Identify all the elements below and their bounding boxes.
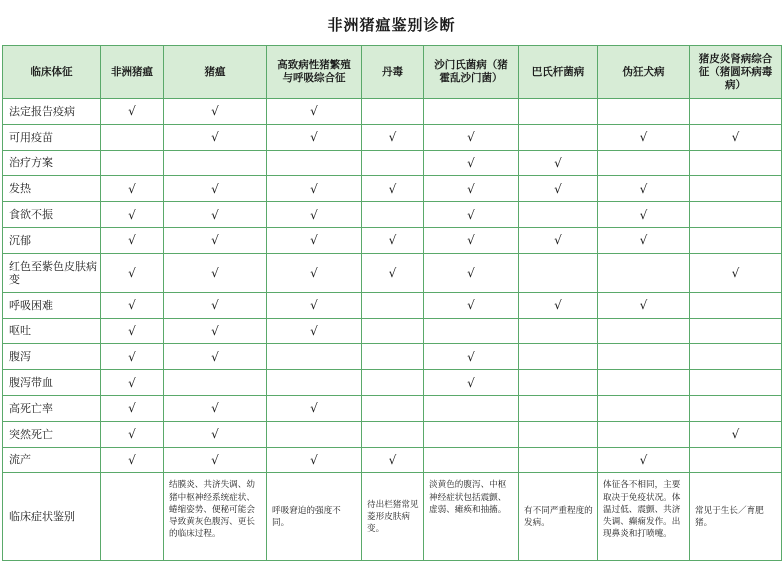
table-cell [519, 124, 598, 150]
clinical-description: 体征各不相同，主要取决于免疫状况。体温过低、震颤、共济失调、癫痫发作。出现鼻炎和打喷嚏。 [598, 473, 690, 561]
table-cell [424, 447, 519, 473]
check-mark-icon: √ [211, 401, 219, 416]
clinical-description: 呼吸窘迫的强度不同。 [267, 473, 362, 561]
column-header: 猪瘟 [164, 46, 267, 99]
check-mark-icon: √ [128, 207, 136, 222]
table-cell [598, 150, 690, 176]
table-cell [598, 344, 690, 370]
row-label: 呼吸困难 [3, 292, 101, 318]
table-row [3, 150, 782, 176]
table-cell [267, 395, 362, 421]
row-label: 可用疫苗 [3, 124, 101, 150]
table-cell [424, 253, 519, 292]
table-cell [267, 150, 362, 176]
table-cell [267, 344, 362, 370]
column-header: 巴氏杆菌病 [519, 46, 598, 99]
clinical-description: 有不同严重程度的发病。 [519, 473, 598, 561]
table-row [3, 292, 782, 318]
table-cell [362, 227, 424, 253]
table-row [3, 253, 782, 292]
table-cell [690, 292, 782, 318]
table-cell [101, 292, 164, 318]
table-cell [598, 395, 690, 421]
column-header: 临床体征 [3, 46, 101, 99]
table-cell [519, 292, 598, 318]
table-cell [519, 150, 598, 176]
check-mark-icon: √ [310, 401, 318, 416]
clinical-description: 常见于生长／育肥猪。 [690, 473, 782, 561]
check-mark-icon: √ [128, 323, 136, 338]
table-cell [690, 150, 782, 176]
check-mark-icon: √ [128, 349, 136, 364]
check-mark-icon: √ [310, 233, 318, 248]
table-cell [164, 370, 267, 396]
header-row [3, 46, 782, 99]
table-cell [267, 318, 362, 344]
table-cell [424, 227, 519, 253]
table-row [3, 447, 782, 473]
check-mark-icon: √ [639, 233, 648, 248]
table-cell [101, 202, 164, 228]
column-header: 丹毒 [362, 46, 424, 99]
table-cell [164, 124, 267, 150]
table-cell [101, 150, 164, 176]
table-cell [164, 447, 267, 473]
check-mark-icon: √ [467, 207, 475, 222]
table-cell [101, 253, 164, 292]
check-mark-icon: √ [467, 298, 475, 313]
table-cell [519, 202, 598, 228]
table-cell [690, 447, 782, 473]
table-row [3, 99, 782, 125]
table-cell [101, 395, 164, 421]
table-cell [690, 99, 782, 125]
table-cell [598, 447, 690, 473]
check-mark-icon: √ [211, 427, 219, 442]
check-mark-icon: √ [211, 452, 219, 467]
table-cell [267, 202, 362, 228]
check-mark-icon: √ [639, 181, 648, 196]
row-label: 治疗方案 [3, 150, 101, 176]
table-cell [519, 99, 598, 125]
check-mark-icon: √ [128, 298, 136, 313]
table-cell [164, 395, 267, 421]
check-mark-icon: √ [467, 265, 475, 280]
row-label: 高死亡率 [3, 395, 101, 421]
table-cell [362, 150, 424, 176]
check-mark-icon: √ [388, 130, 397, 145]
row-label: 呕吐 [3, 318, 101, 344]
column-header: 猪皮炎肾病综合征（猪圆环病毒病） [690, 46, 782, 99]
table-cell [598, 124, 690, 150]
clinical-description [101, 473, 164, 561]
row-label: 流产 [3, 447, 101, 473]
table-cell [598, 370, 690, 396]
check-mark-icon: √ [310, 181, 318, 196]
table-cell [267, 292, 362, 318]
check-mark-icon: √ [211, 323, 219, 338]
table-row [3, 370, 782, 396]
check-mark-icon: √ [211, 349, 219, 364]
table-row [3, 421, 782, 447]
clinical-description: 待出栏猪常见菱形皮肤病变。 [362, 473, 424, 561]
check-mark-icon: √ [731, 427, 740, 442]
table-cell [164, 99, 267, 125]
table-cell [598, 318, 690, 344]
table-cell [690, 370, 782, 396]
check-mark-icon: √ [639, 452, 648, 467]
table-cell [362, 447, 424, 473]
column-header: 伪狂犬病 [598, 46, 690, 99]
table-cell [362, 253, 424, 292]
check-mark-icon: √ [128, 401, 136, 416]
table-cell [267, 421, 362, 447]
table-cell [424, 370, 519, 396]
table-cell [598, 292, 690, 318]
check-mark-icon: √ [128, 233, 136, 248]
table-cell [424, 395, 519, 421]
table-cell [101, 124, 164, 150]
table-cell [690, 227, 782, 253]
table-cell [164, 318, 267, 344]
table-cell [101, 176, 164, 202]
row-label: 突然死亡 [3, 421, 101, 447]
row-label: 腹泻 [3, 344, 101, 370]
table-row [3, 124, 782, 150]
check-mark-icon: √ [211, 104, 219, 119]
table-cell [267, 447, 362, 473]
column-header: 沙门氏菌病（猪霍乱沙门菌） [424, 46, 519, 99]
table-cell [598, 253, 690, 292]
check-mark-icon: √ [128, 427, 136, 442]
check-mark-icon: √ [128, 375, 136, 390]
check-mark-icon: √ [388, 452, 397, 467]
check-mark-icon: √ [731, 265, 740, 280]
table-row [3, 344, 782, 370]
row-label: 临床症状鉴别 [3, 473, 101, 561]
table-cell [690, 395, 782, 421]
table-cell [164, 292, 267, 318]
table-cell [362, 124, 424, 150]
table-cell [267, 99, 362, 125]
table-cell [519, 421, 598, 447]
check-mark-icon: √ [467, 375, 475, 390]
check-mark-icon: √ [388, 181, 397, 196]
table-cell [362, 202, 424, 228]
table-cell [519, 227, 598, 253]
check-mark-icon: √ [310, 265, 318, 280]
table-cell [267, 124, 362, 150]
table-cell [424, 344, 519, 370]
table-cell [362, 176, 424, 202]
table-cell [424, 176, 519, 202]
table-cell [598, 421, 690, 447]
check-mark-icon: √ [639, 298, 648, 313]
table-cell [598, 202, 690, 228]
table-cell [690, 344, 782, 370]
table-cell [598, 227, 690, 253]
table-cell [101, 421, 164, 447]
table-cell [362, 318, 424, 344]
differential-diagnosis-table [2, 45, 782, 561]
table-cell [424, 124, 519, 150]
table-cell [362, 395, 424, 421]
table-cell [690, 124, 782, 150]
row-label: 腹泻带血 [3, 370, 101, 396]
table-cell [519, 344, 598, 370]
table-cell [101, 344, 164, 370]
table-cell [424, 292, 519, 318]
check-mark-icon: √ [128, 181, 136, 196]
table-cell [362, 292, 424, 318]
check-mark-icon: √ [310, 452, 318, 467]
table-cell [362, 421, 424, 447]
table-cell [598, 176, 690, 202]
page-title: 非洲猪瘟鉴别诊断 [327, 16, 456, 34]
table-cell [519, 318, 598, 344]
table-cell [164, 202, 267, 228]
table-cell [164, 344, 267, 370]
table-cell [101, 227, 164, 253]
table-cell [267, 253, 362, 292]
check-mark-icon: √ [128, 452, 136, 467]
table-cell [362, 344, 424, 370]
table-cell [424, 421, 519, 447]
check-mark-icon: √ [211, 233, 219, 248]
check-mark-icon: √ [211, 298, 219, 313]
table-cell [362, 370, 424, 396]
table-cell [690, 421, 782, 447]
check-mark-icon: √ [554, 298, 562, 313]
check-mark-icon: √ [310, 323, 318, 338]
table-cell [164, 227, 267, 253]
table-cell [164, 176, 267, 202]
check-mark-icon: √ [554, 155, 562, 170]
table-cell [690, 253, 782, 292]
row-label: 沉郁 [3, 227, 101, 253]
check-mark-icon: √ [467, 349, 475, 364]
table-cell [424, 99, 519, 125]
table-cell [519, 253, 598, 292]
table-cell [101, 370, 164, 396]
table-cell [267, 227, 362, 253]
table-row [3, 395, 782, 421]
check-mark-icon: √ [388, 233, 397, 248]
row-label: 食欲不振 [3, 202, 101, 228]
check-mark-icon: √ [310, 104, 318, 119]
clinical-description: 淡黄色的腹泻、中枢神经症状包括震颤、虚弱、瘫痪和抽搐。 [424, 473, 519, 561]
table-cell [164, 421, 267, 447]
table-cell [598, 99, 690, 125]
table-cell [164, 253, 267, 292]
table-cell [267, 370, 362, 396]
check-mark-icon: √ [467, 155, 475, 170]
check-mark-icon: √ [310, 298, 318, 313]
table-row [3, 176, 782, 202]
table-row [3, 227, 782, 253]
check-mark-icon: √ [211, 130, 219, 145]
check-mark-icon: √ [639, 207, 648, 222]
check-mark-icon: √ [310, 130, 318, 145]
table-cell [101, 447, 164, 473]
clinical-description: 结膜炎、共济失调、幼猪中枢神经系统症状、蜷缩姿势、便秘可能会导致黄灰色腹泻、更长的临床过程。 [164, 473, 267, 561]
table-cell [690, 202, 782, 228]
check-mark-icon: √ [467, 233, 475, 248]
check-mark-icon: √ [211, 181, 219, 196]
table-row [3, 318, 782, 344]
table-cell [164, 150, 267, 176]
table-cell [519, 447, 598, 473]
column-header: 非洲猪瘟 [101, 46, 164, 99]
table-body [3, 99, 782, 561]
table-cell [424, 202, 519, 228]
check-mark-icon: √ [388, 265, 397, 280]
table-row [3, 202, 782, 228]
column-header: 高致病性猪繁殖与呼吸综合征 [267, 46, 362, 99]
check-mark-icon: √ [310, 207, 318, 222]
table-cell [362, 99, 424, 125]
table-cell [519, 395, 598, 421]
table-cell [519, 370, 598, 396]
check-mark-icon: √ [639, 130, 648, 145]
table-cell [690, 176, 782, 202]
row-label: 法定报告疫病 [3, 99, 101, 125]
check-mark-icon: √ [554, 181, 562, 196]
check-mark-icon: √ [128, 104, 136, 119]
check-mark-icon: √ [467, 181, 475, 196]
table-cell [101, 99, 164, 125]
row-label: 红色至紫色皮肤病变 [3, 253, 101, 292]
check-mark-icon: √ [128, 265, 136, 280]
table-cell [424, 318, 519, 344]
check-mark-icon: √ [467, 130, 475, 145]
row-label: 发热 [3, 176, 101, 202]
table-cell [424, 150, 519, 176]
table-cell [690, 318, 782, 344]
clinical-signs-row [3, 473, 782, 561]
check-mark-icon: √ [554, 233, 562, 248]
check-mark-icon: √ [211, 207, 219, 222]
table-cell [101, 318, 164, 344]
table-cell [267, 176, 362, 202]
check-mark-icon: √ [731, 130, 740, 145]
table-cell [519, 176, 598, 202]
check-mark-icon: √ [211, 265, 219, 280]
